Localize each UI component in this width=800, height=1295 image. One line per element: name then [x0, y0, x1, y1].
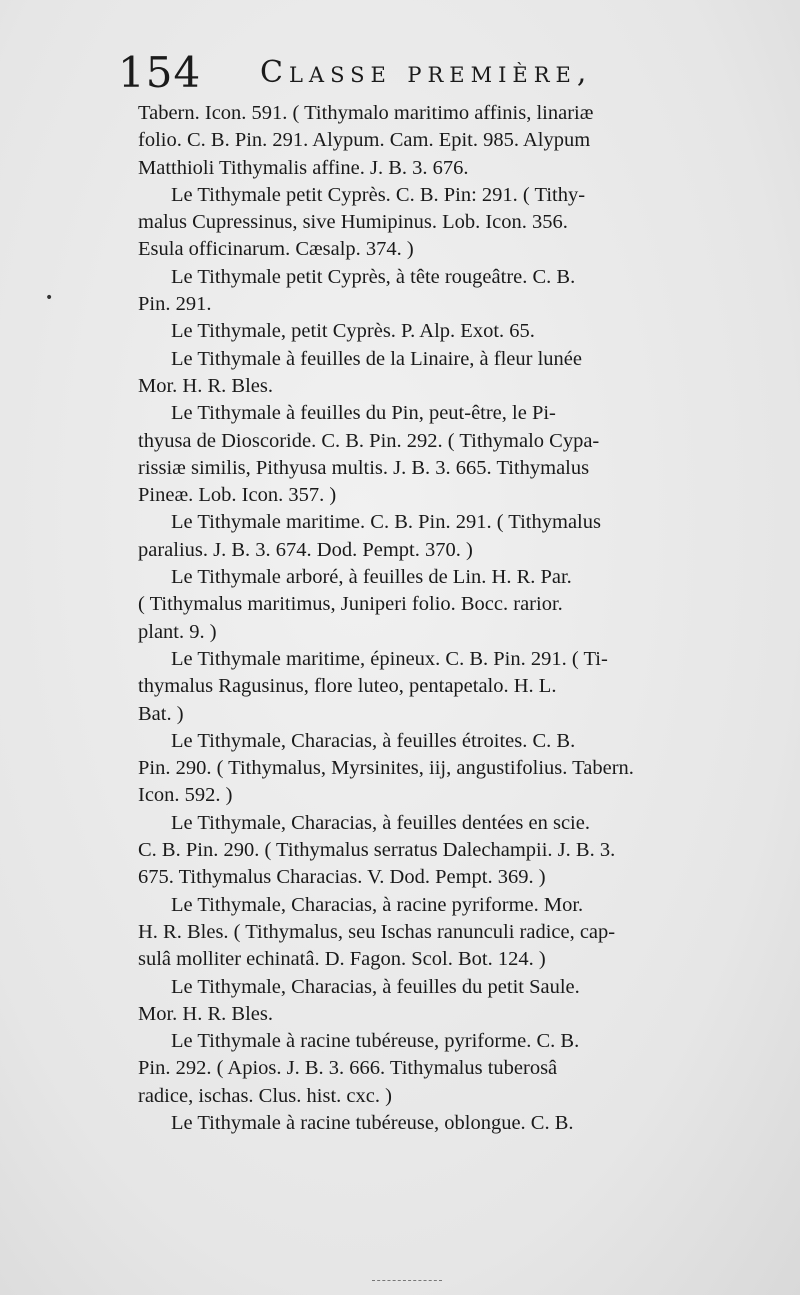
- text-line: plant. 9. ): [138, 620, 217, 643]
- text-line: Le Tithymale arboré, à feuilles de Lin. H. R. Par.: [171, 566, 572, 589]
- text-line: Pin. 291.: [138, 293, 212, 316]
- text-line: Pin. 290. ( Tithymalus, Myrsinites, iij, angustifolius. Tabern.: [138, 757, 634, 780]
- text-line: Icon. 592. ): [138, 784, 233, 807]
- text-line: ( Tithymalus maritimus, Juniperi folio. Bocc. rarior.: [138, 593, 563, 616]
- text-line: Le Tithymale petit Cyprès, à tête rougeâtre. C. B.: [171, 265, 576, 288]
- text-line: malus Cupressinus, sive Humipinus. Lob. Icon. 356.: [138, 211, 568, 234]
- bottom-rule: [372, 1280, 442, 1281]
- text-line: radice, ischas. Clus. hist. cxc. ): [138, 1084, 392, 1107]
- text-line: rissiæ similis, Pithyusa multis. J. B. 3. 665. Tithymalus: [138, 456, 590, 479]
- text-line: thyusa de Dioscoride. C. B. Pin. 292. ( Tithymalo Cypa-: [138, 429, 600, 452]
- text-line: sulâ molliter echinatâ. D. Fagon. Scol. Bot. 124. ): [138, 948, 546, 971]
- text-line: Le Tithymale à racine tubéreuse, pyriforme. C. B.: [171, 1030, 580, 1053]
- text-line: Le Tithymale maritime, épineux. C. B. Pin. 291. ( Ti-: [171, 647, 608, 670]
- page-number: 154: [118, 48, 202, 97]
- page-header: [118, 42, 758, 104]
- text-line: Tabern. Icon. 591. ( Tithymalo maritimo affinis, linariæ: [138, 102, 594, 124]
- text-line: Pin. 292. ( Apios. J. B. 3. 666. Tithymalus tuberosâ: [138, 1057, 558, 1080]
- text-line: Le Tithymale à racine tubéreuse, oblongue. C. B.: [171, 1111, 574, 1134]
- text-line: Le Tithymale à feuilles du Pin, peut-être, le Pi-: [171, 402, 556, 425]
- text-line: Le Tithymale, Characias, à feuilles dentées en scie.: [171, 811, 590, 834]
- text-line: Pineæ. Lob. Icon. 357. ): [138, 484, 337, 507]
- text-line: thymalus Ragusinus, flore luteo, pentapetalo. H. L.: [138, 675, 557, 698]
- text-line: Matthioli Tithymalis affine. J. B. 3. 676.: [138, 156, 469, 179]
- text-line: Bat. ): [138, 702, 184, 725]
- text-line: Le Tithymale, Characias, à feuilles étroites. C. B.: [171, 729, 576, 752]
- text-line: Le Tithymale maritime. C. B. Pin. 291. ( Tithymalus: [171, 511, 601, 534]
- text-line: folio. C. B. Pin. 291. Alypum. Cam. Epit. 985. Alypum: [138, 129, 591, 152]
- text-line: Le Tithymale petit Cyprès. C. B. Pin: 291. ( Tithy-: [171, 183, 586, 206]
- running-head: Classe première,: [260, 55, 593, 90]
- text-line: paralius. J. B. 3. 674. Dod. Pempt. 370. ): [138, 538, 473, 561]
- text-line: 675. Tithymalus Characias. V. Dod. Pempt. 369. ): [138, 866, 546, 889]
- text-line: Mor. H. R. Bles.: [138, 1002, 273, 1025]
- text-line: H. R. Bles. ( Tithymalus, seu Ischas ranunculi radice, cap-: [138, 920, 616, 943]
- margin-mark: •: [45, 290, 54, 306]
- text-line: Le Tithymale, Characias, à feuilles du petit Saule.: [171, 975, 580, 998]
- text-line: Esula officinarum. Cæsalp. 374. ): [138, 238, 414, 261]
- text-line: Le Tithymale à feuilles de la Linaire, à fleur lunée: [171, 347, 582, 370]
- text-line: Mor. H. R. Bles.: [138, 374, 273, 397]
- body-text: [138, 100, 773, 1137]
- text-line: Le Tithymale, petit Cyprès. P. Alp. Exot. 65.: [171, 320, 535, 343]
- text-line: Le Tithymale, Characias, à racine pyriforme. Mor.: [171, 893, 584, 916]
- text-line: C. B. Pin. 290. ( Tithymalus serratus Dalechampii. J. B. 3.: [138, 839, 616, 862]
